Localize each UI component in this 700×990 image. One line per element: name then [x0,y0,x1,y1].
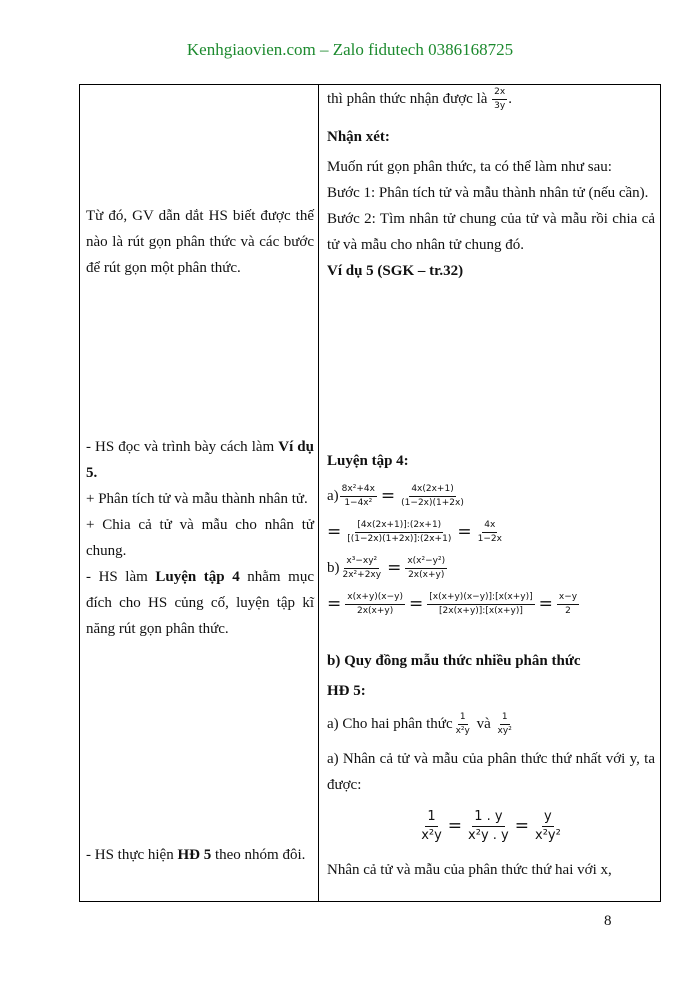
left-paragraph-6: - HS thực hiện HĐ 5 theo nhóm đôi. [86,847,306,863]
left-paragraph-2: - HS đọc và trình bày cách làm Ví dụ 5. [86,439,314,481]
left-column-activities [86,434,314,642]
centered-equation: $\frac{1}{\text{x²y}}$ = $\frac{1 . y}{\text{x²y . y}}$ = $\frac{y}{\text{x²y²}}$ [421,808,561,843]
fraction: $\frac{4x}{1-2x}$ [477,519,502,544]
fraction: $\frac{[x(x+y)(x-y)]:[x(x+y)]}{[2x(x+y)]:[x(x+y)]}$ [429,591,533,616]
example-5-heading: Ví dụ 5 (SGK – tr.32) [327,263,464,279]
fraction: $\frac{x(x+y)(x-y)}{2x(x+y)}$ [347,591,404,616]
fraction: $\frac{\text{x³−xy²}}{\text{2x²+2xy}}$ [342,555,382,580]
luyen-tap-4-heading: Luyện tập 4: [327,453,409,469]
fraction: $\frac{1}{\text{x²y}}$ [421,808,442,843]
rule-step-2: Bước 2: Tìm nhân tử chung của tử và mẫu rồi chia cả tử và mẫu cho nhân tử chung đó. [327,211,655,253]
page-header: Kenhgiaovien.com – Zalo fidutech 0386168725 [186,40,514,59]
left-paragraph-1: Từ đó, GV dẫn dắt HS biết được thế nào là rút gọn phân thức và các bước để rút gọn một phân thức. [86,208,314,276]
fraction: $\frac{x-y}{2}$ [558,591,578,616]
fraction: 1 xy² [497,711,512,736]
hd5-a-text: a) Nhân cả tử và mẫu của phân thức thứ nhất với y, ta được: [327,751,655,793]
last-line: Nhân cả tử và mẫu của phân thức thứ hai với x, [327,862,612,878]
fraction: $\frac{y}{\text{x²y²}}$ [535,808,561,843]
math-line-b1: b) $\frac{\text{x³−xy²}}{\text{2x²+2xy}}$ = $\frac{\text{x(x²−y²)}}{2x(x+y)}$ [327,555,446,580]
left-paragraph-4: + Chia cả tử và mẫu cho nhân tử chung. [86,517,314,559]
column-divider [318,84,319,902]
math-line-b2: = $\frac{x(x+y)(x-y)}{2x(x+y)}$ = $\frac{[x(x+y)(x-y)]:[x(x+y)]}{[2x(x+y)]:[x(x+y)]}$ = $\frac{x-y}{2}$ [327,591,578,616]
left-paragraph-5: - HS làm Luyện tập 4 nhằm mục đích cho HS củng cố, luyện tập kĩ năng rút gọn phân thức. [86,569,314,637]
section-b-heading: b) Quy đồng mẫu thức nhiều phân thức [327,653,581,669]
nhan-xet-heading: Nhận xét: [327,129,390,145]
fraction: $\frac{4x(2x+1)}{(1-2x)(1+2x)}$ [401,483,464,508]
fraction: $\frac{\text{x(x²−y²)}}{2x(x+y)}$ [407,555,446,580]
right-notes [327,124,655,284]
hd5-heading: HĐ 5: [327,683,366,699]
luyen-tap-4-math [327,478,655,622]
rule-intro: Muốn rút gọn phân thức, ta có thể làm như sau: [327,159,612,175]
hd5-a-line: a) Cho hai phân thức 1 x²y và 1 xy² [327,711,512,736]
left-paragraph-3: + Phân tích tử và mẫu thành nhân tử. [86,491,308,507]
page-number: 8 [604,913,612,929]
fraction: 1 x²y [455,711,470,736]
fraction: $\frac{[4x(2x+1)]:(2x+1)}{[(1-2x)(1+2x)]:(2x+1)}$ [347,519,452,544]
rule-step-1: Bước 1: Phân tích tử và mẫu thành nhân tử (nếu cần). [327,185,649,201]
right-line-1: thì phân thức nhận được là $\frac{2x}{3y}$ . [327,87,512,112]
math-line-a1: a) $\frac{\text{8x²+4x}}{\text{1−4x²}}$ = $\frac{4x(2x+1)}{(1-2x)(1+2x)}$ [327,483,464,508]
fraction: $\frac{1 . y}{\text{x²y . y}}$ [468,808,509,843]
math-line-a2: = $\frac{[4x(2x+1)]:(2x+1)}{[(1-2x)(1+2x)]:(2x+1)}$ = $\frac{4x}{1-2x}$ [327,519,502,544]
fraction-2x-3y: $\frac{2x}{3y}$ [494,87,506,112]
fraction: $\frac{\text{8x²+4x}}{\text{1−4x²}}$ [341,483,375,508]
